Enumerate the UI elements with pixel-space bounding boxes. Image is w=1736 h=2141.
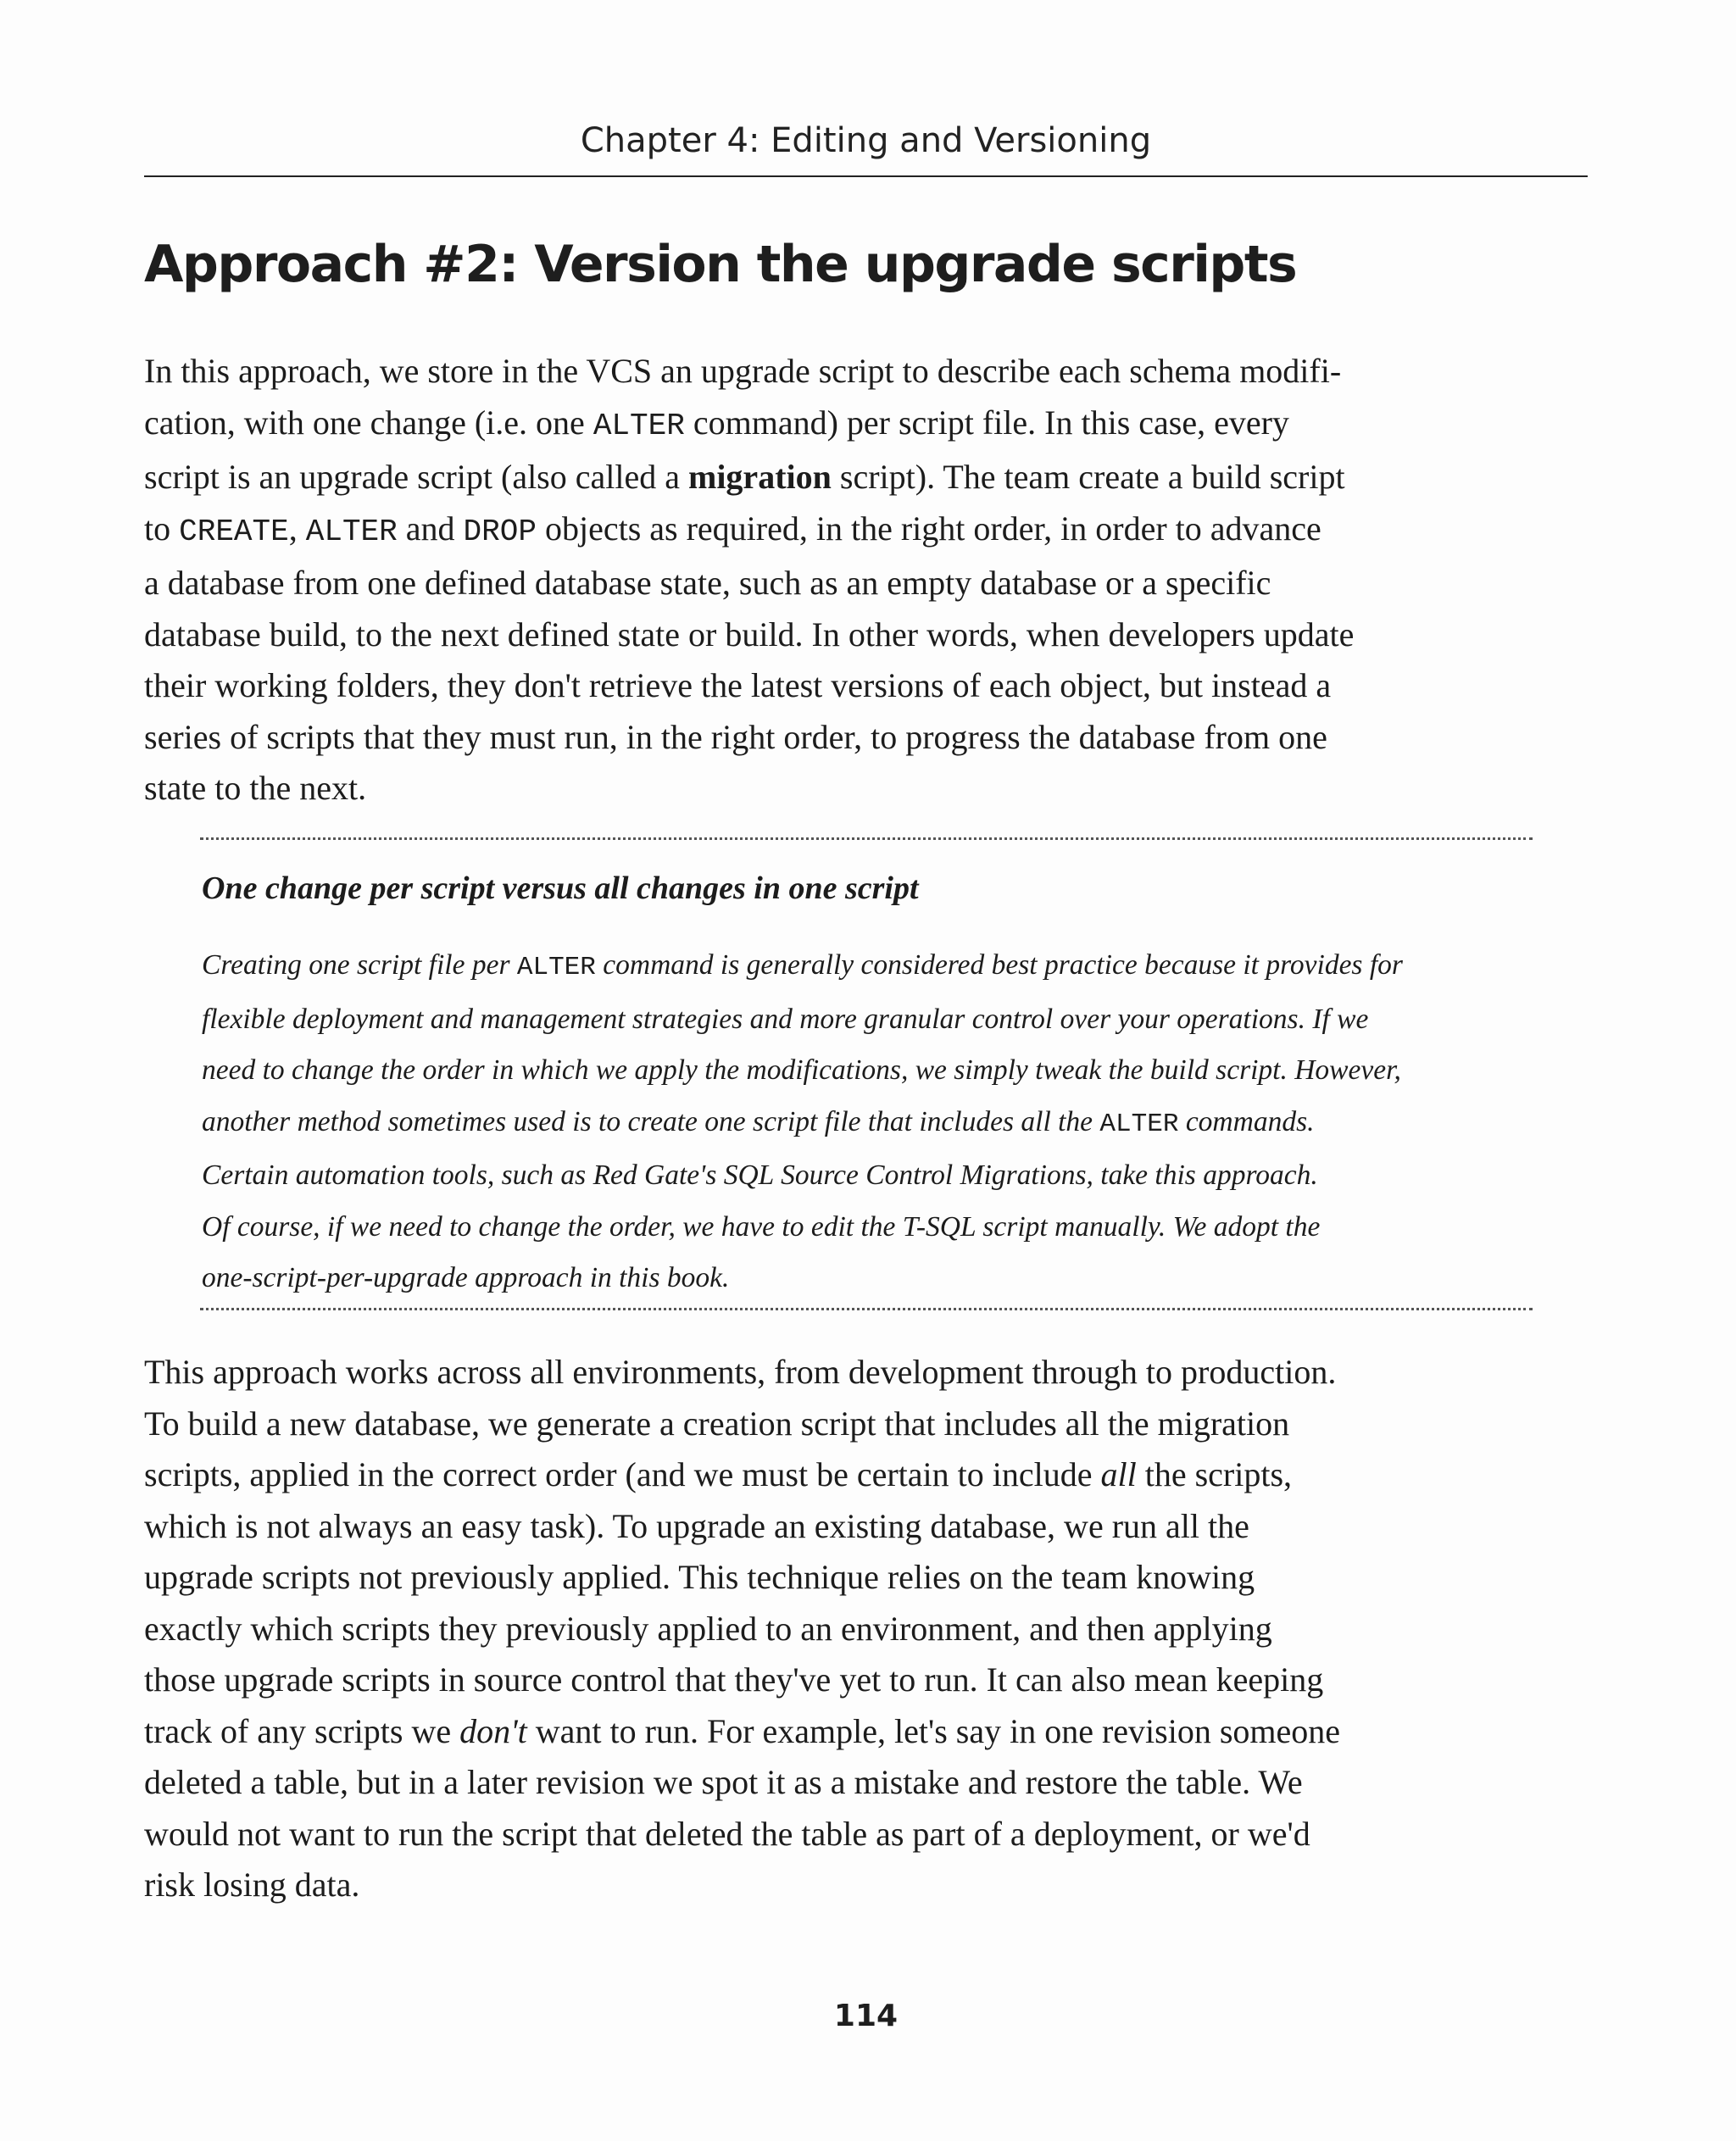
text-line: which is not always an easy task). To upgrade an existing database, we run all the [144,1506,1249,1545]
text-line: to CREATE, ALTER and DROP objects as required, in the right order, in order to advance [144,509,1321,549]
text-line: their working folders, they don't retrieve the latest versions of each object, but instead a [144,666,1332,704]
code-drop: DROP [463,514,537,549]
emphasis-all: all [1100,1455,1137,1493]
text-line: another method sometimes used is to create one script file that includes all the ALTER commands. [202,1105,1315,1139]
code-create: CREATE [179,514,289,549]
text-line: need to change the order in which we apply the modifications, we simply tweak the build script. However, [202,1054,1401,1086]
text-line: track of any scripts we don't want to run. For example, let's say in one revision someone [144,1711,1341,1750]
section-title: Approach #2: Version the upgrade scripts [144,235,1297,294]
text-line: scripts, applied in the correct order (and we must be certain to include all the scripts, [144,1455,1293,1493]
sidebar-title: One change per script versus all changes in one script [202,870,919,906]
text-line: state to the next. [144,769,367,807]
sidebar-body [202,940,1403,1304]
text-line: those upgrade scripts in source control that they've yet to run. It can also mean keeping [144,1660,1324,1699]
code-alter: ALTER [1099,1109,1179,1139]
text-line: Creating one script file per ALTER command is generally considered best practice because it provides for [202,949,1403,982]
code-alter: ALTER [305,514,398,549]
running-header: Chapter 4: Editing and Versioning [580,121,1152,160]
header-rule [144,175,1588,177]
text-line: cation, with one change (i.e. one ALTER command) per script file. In this case, every [144,403,1289,443]
text-line: To build a new database, we generate a creation script that includes all the migration [144,1404,1290,1443]
text-line: Of course, if we need to change the order, we have to edit the T-SQL script manually. We adopt the [202,1210,1321,1243]
page-number: 114 [833,1999,899,2033]
text-line: one-script-per-upgrade approach in this book. [202,1262,730,1293]
text-line: series of scripts that they must run, in the right order, to progress the database from one [144,717,1327,756]
code-alter: ALTER [516,953,596,982]
text-line: a database from one defined database state, such as an empty database or a specific [144,564,1271,602]
text-line: script is an upgrade script (also called a migration script). The team create a build script [144,458,1345,496]
text-line: This approach works across all environments, from development through to production. [144,1353,1337,1391]
text-line: Certain automation tools, such as Red Gate's SQL Source Control Migrations, take this approach. [202,1159,1318,1191]
sidebar-note [200,837,1533,1310]
text-line: In this approach, we store in the VCS an upgrade script to describe each schema modifi- [144,352,1342,390]
text-line: deleted a table, but in a later revision we spot it as a mistake and restore the table. We [144,1763,1303,1801]
text-line: flexible deployment and management strategies and more granular control over your operations. If we [202,1003,1369,1035]
text-line: database build, to the next defined state or build. In other words, when developers update [144,614,1355,653]
text-line: risk losing data. [144,1866,360,1904]
code-alter: ALTER [593,408,685,443]
term-migration: migration [688,458,832,496]
text-line: upgrade scripts not previously applied. This technique relies on the team knowing [144,1558,1255,1596]
intro-paragraph [144,346,1594,815]
text-line: exactly which scripts they previously applied to an environment, and then applying [144,1609,1272,1648]
text-line: would not want to run the script that deleted the table as part of a deployment, or we'd [144,1814,1310,1853]
environments-paragraph [144,1347,1594,1911]
emphasis-dont: don't [459,1711,527,1750]
